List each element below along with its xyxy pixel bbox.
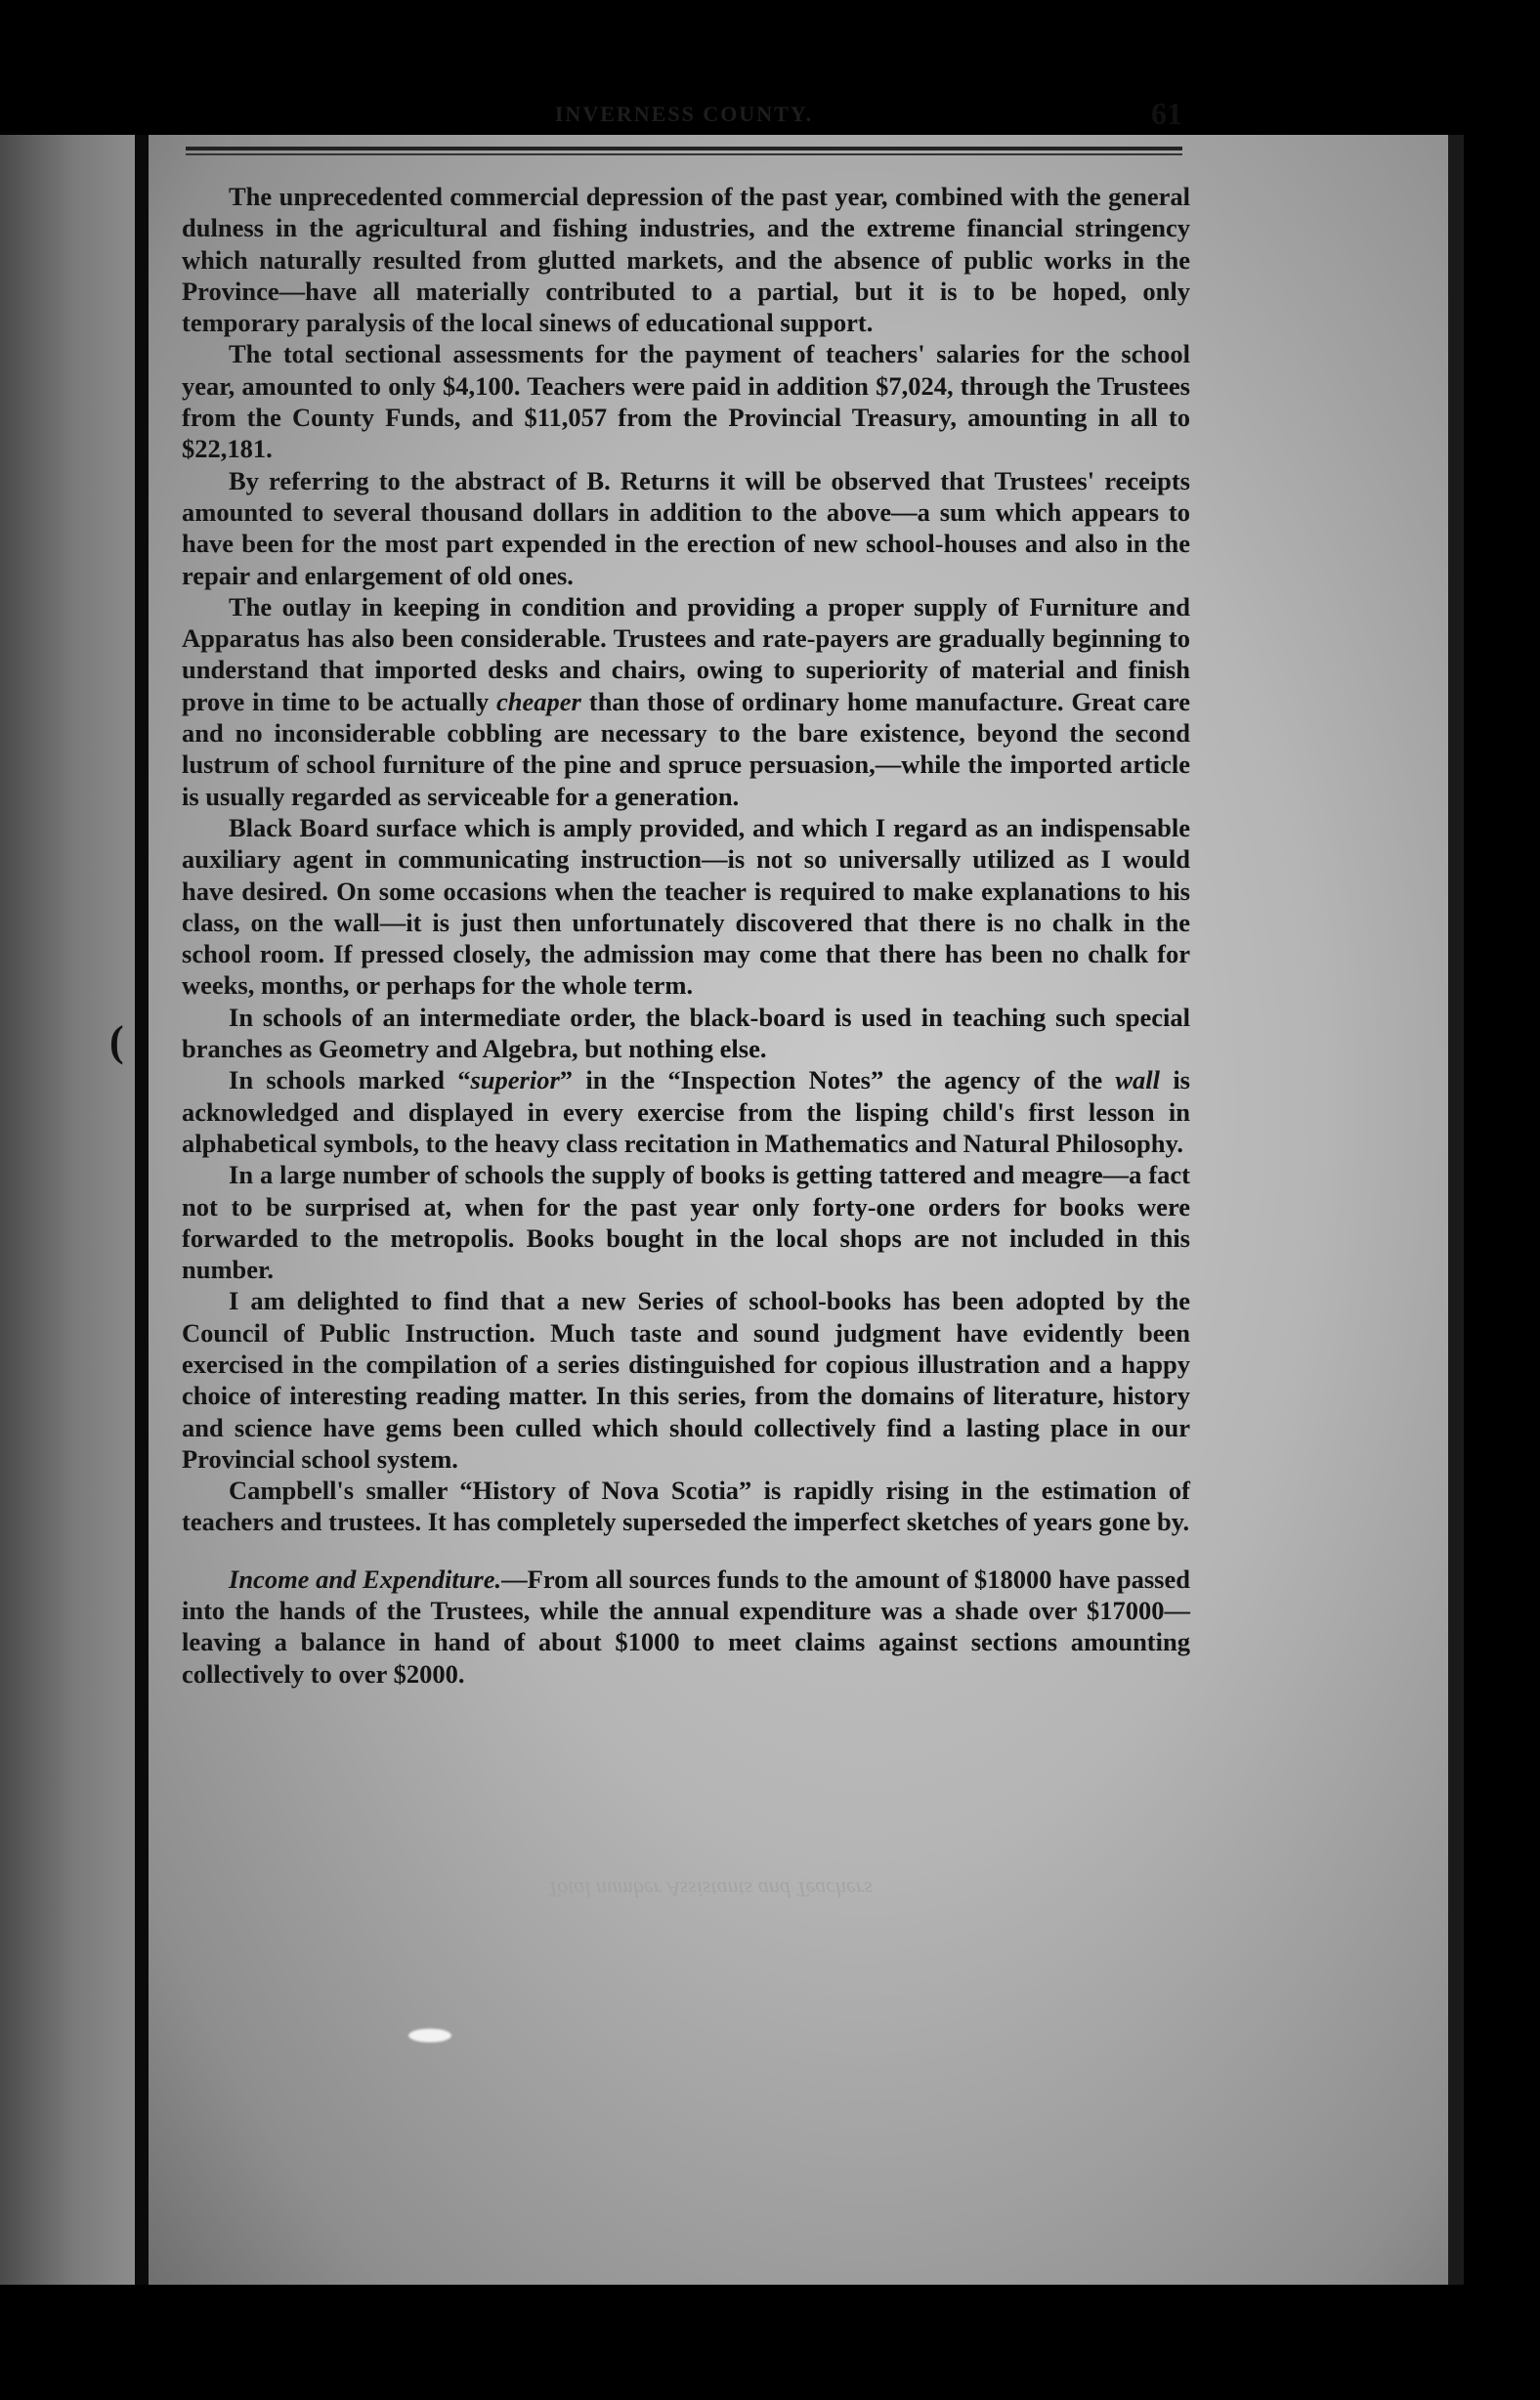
- bleed-through-text: Total number Assistants and Teachers: [547, 1877, 873, 1902]
- superior-emphasis: superior: [470, 1065, 560, 1095]
- furniture-text-a: The outlay in keeping in condition and providing a proper supply of Furniture and Apparatus has also been considerable. Trustees and rate-payers are gradually beginning to understand that imported desks and chairs, owing to superiority of material and finish prove in time to be actually: [182, 591, 1190, 716]
- paragraph-depression: The unprecedented commercial depression of the past year, combined with the general dulness in the agricultural and fishing industries, and the extreme financial stringency which naturally resulted from glutted markets, and the absence of public works in the Province—have all materially contributed to a partial, but it is to be hoped, only temporary paralysis of the local sinews of educational support.: [182, 182, 1190, 338]
- page-header: [186, 96, 1182, 141]
- paragraph-books: In a large number of schools the supply of books is getting tattered and meagre—a fact not to be surprised at, when for the past year only forty-one orders for books were forwarded to the metropolis. Books bought in the local shops are not included in this number.: [182, 1160, 1190, 1285]
- paragraph-new-series: I am delighted to find that a new Series of school-books has been adopted by the Council of Public Instruction. Much taste and sound judgment have evidently been exercised in the compilation of a series distinguished for copious illustration and a happy choice of interesting reading matter. In this series, from the domains of literature, history and science have gems been culled which should collectively find a lasting place in our Provincial school system.: [182, 1286, 1190, 1474]
- book-gutter: [135, 135, 149, 2285]
- paragraph-superior-schools: [182, 1064, 1190, 1159]
- income-heading: Income and Expenditure.: [229, 1564, 502, 1594]
- paragraph-income-expenditure: [182, 1564, 1190, 1690]
- superior-text-b: ” in the “Inspection Notes” the agency of the: [559, 1065, 1116, 1095]
- wall-emphasis: wall: [1115, 1065, 1161, 1095]
- page-number: 61: [1151, 96, 1182, 131]
- paragraph-furniture: [182, 591, 1190, 812]
- header-rule: [186, 147, 1182, 155]
- paper-smudge: [408, 2029, 451, 2042]
- paragraph-trustees-receipts: By referring to the abstract of B. Returns it will be observed that Trustees' receipts amounted to several thousand dollars in addition to the above—a sum which appears to have been for the most part expended in the erection of new school-houses and also in the repair and enlargement of old ones.: [182, 465, 1190, 590]
- furniture-emphasis: cheaper: [496, 686, 581, 716]
- income-text: —From all sources funds to the amount of $18000 have passed into the hands of the Trustees, while the annual expenditure was a shade over $17000—leaving a balance in hand of about $1000 to meet claims against sections amounting collectively to over $2000.: [182, 1564, 1190, 1689]
- paragraph-assessments: The total sectional assessments for the payment of teachers' salaries for the school year, amounted to only $4,100. Teachers were paid in addition $7,024, through the Trustees from the County Funds, and $11,057 from the Provincial Treasury, amounting in all to $22,181.: [182, 339, 1190, 464]
- paragraph-blackboard: Black Board surface which is amply provided, and which I regard as an indispensable auxiliary agent in communicating instruction—is not so universally utilized as I would have desired. On some occasions when the teacher is required to make explanations to his class, on the wall—it is just then unfortunately discovered that there is no chalk in the school room. If pressed closely, the admission may come that there has been no chalk for weeks, months, or perhaps for the whole term.: [182, 812, 1190, 1001]
- margin-mark: (: [109, 1017, 124, 1065]
- facing-page-edge: [0, 135, 135, 2285]
- furniture-text-b: than those of ordinary home manufacture. Great care and no inconsiderable cobbling are necessary to the bare existence, beyond the second lustrum of school furniture of the pine and spruce persuasion,—while the imported article is usually regarded as serviceable for a generation.: [182, 686, 1190, 811]
- page-edge-shadow: [1448, 135, 1464, 2285]
- superior-text-a: In schools marked “: [229, 1065, 471, 1095]
- paragraph-intermediate-schools: In schools of an intermediate order, the black-board is used in teaching such special branches as Geometry and Algebra, but nothing else.: [182, 1002, 1190, 1064]
- body-text: [182, 181, 1190, 1690]
- running-head: INVERNESS COUNTY.: [554, 102, 814, 126]
- superior-text-c: is acknowledged and displayed in every exercise from the lisping child's first lesson in alphabetical symbols, to the heavy class recitation in Mathematics and Natural Philosophy.: [182, 1065, 1190, 1158]
- paragraph-campbell-history: Campbell's smaller “History of Nova Scotia” is rapidly rising in the estimation of teachers and trustees. It has completely superseded the imperfect sketches of years gone by.: [182, 1476, 1190, 1537]
